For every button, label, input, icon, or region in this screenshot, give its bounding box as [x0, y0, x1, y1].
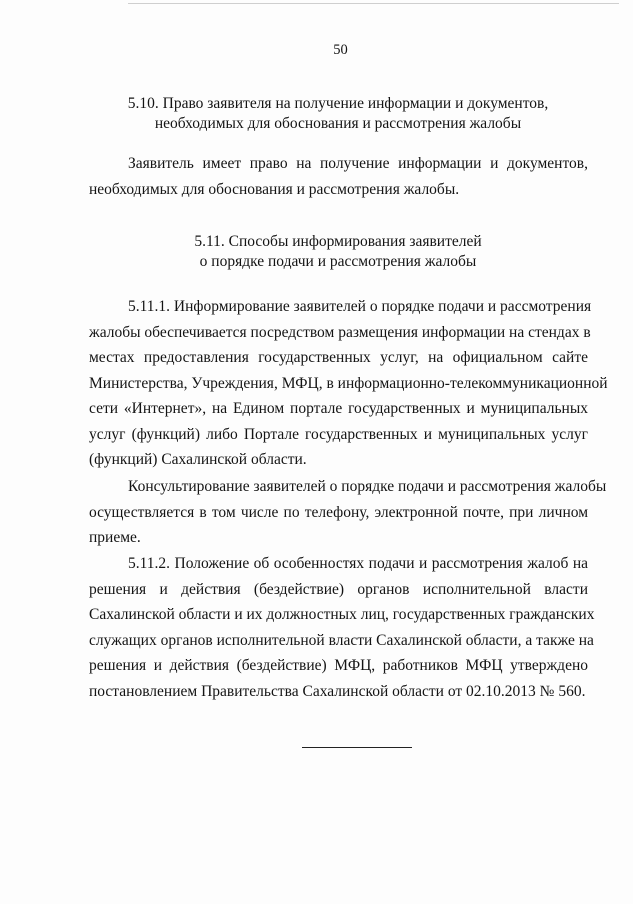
paragraph-line: Заявитель имеет право на получение информации и документов,: [128, 155, 588, 172]
paragraph-consultation: [89, 474, 607, 551]
page-number: 50: [333, 42, 348, 58]
heading-line: 5.11. Способы информирования заявителей: [194, 233, 482, 250]
paragraph-line: необходимых для обоснования и рассмотрения жалобы.: [89, 180, 460, 198]
scan-edge-line: [128, 3, 619, 4]
section-heading-5-10: [88, 94, 588, 134]
paragraph-line: жалобы обеспечивается посредством размещения информации на стендах в: [89, 323, 591, 341]
paragraph-line: услуг (функций) либо Портале государственных и муниципальных услуг: [89, 425, 588, 443]
paragraph-5-11-2: [89, 551, 595, 704]
paragraph-line: сети «Интернет», на Едином портале государственных и муниципальных: [89, 400, 588, 417]
heading-line: 5.10. Право заявителя на получение информации и документов,: [127, 95, 549, 112]
paragraph-line: 5.11.1. Информирование заявителей о порядке подачи и рассмотрения: [128, 298, 592, 315]
section-heading-5-11: [88, 232, 588, 272]
paragraph-line: 5.11.2. Положение об особенностях подачи и рассмотрения жалоб на: [128, 555, 588, 572]
end-of-document-rule: [302, 747, 412, 748]
paragraph-line: решения и действия (бездействие) МФЦ, работников МФЦ утверждено: [89, 657, 588, 674]
paragraph-line: Сахалинской области и их должностных лиц, государственных гражданских: [89, 606, 595, 623]
paragraph-5-11-1: [89, 294, 608, 473]
heading-line: о порядке подачи и рассмотрения жалобы: [199, 253, 477, 270]
paragraph-line: служащих органов исполнительной власти Сахалинской области, а также на: [89, 631, 594, 649]
paragraph-line: постановлением Правительства Сахалинской области от 02.10.2013 № 560.: [89, 682, 586, 700]
paragraph-line: Министерства, Учреждения, МФЦ, в информационно-телекоммуникационной: [89, 374, 608, 392]
paragraph-line: решения и действия (бездействие) органов исполнительной власти: [89, 580, 588, 598]
paragraph-line: (функций) Сахалинской области.: [89, 451, 307, 468]
paragraph-line: приеме.: [89, 529, 141, 546]
paragraph-line: местах предоставления государственных услуг, на официальном сайте: [89, 349, 588, 366]
paragraph-line: Консультирование заявителей о порядке подачи и рассмотрения жалобы: [128, 478, 607, 495]
paragraph-line: осуществляется в том числе по телефону, электронной почте, при личном: [89, 503, 588, 521]
paragraph-5-10: [89, 151, 588, 202]
heading-line: необходимых для обоснования и рассмотрения жалобы: [154, 115, 522, 132]
